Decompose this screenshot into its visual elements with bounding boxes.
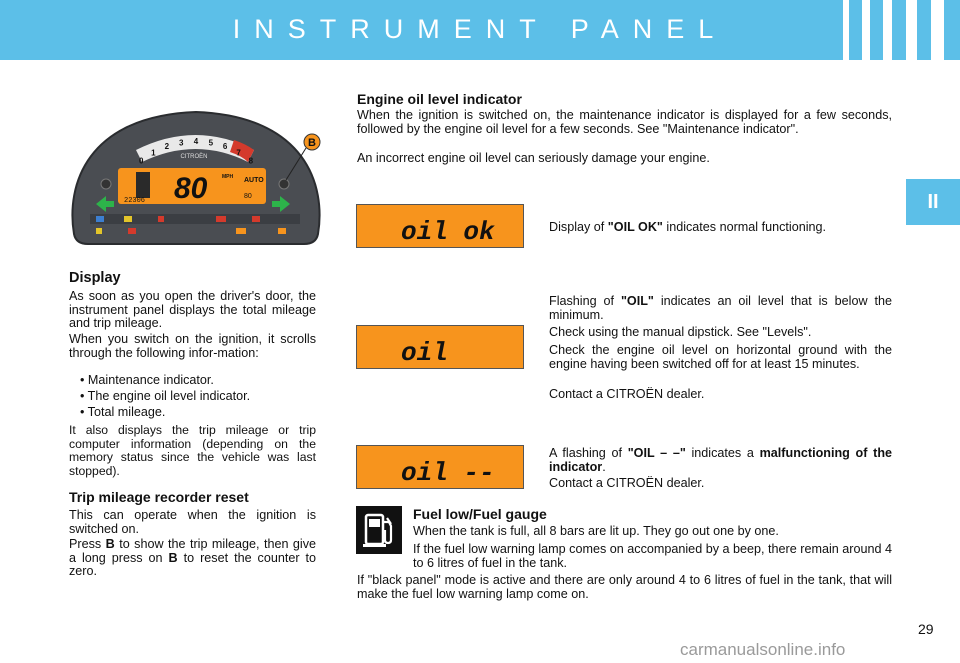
display-heading: Display xyxy=(69,270,121,286)
fuel-paragraph-1: When the tank is full, all 8 bars are lit up. They go out one by one. xyxy=(413,524,779,538)
oil-ok-caption: Display of "OIL OK" indicates normal functioning. xyxy=(549,220,827,234)
oil-low-caption: Flashing of "OIL" indicates an oil level that is below the minimum. xyxy=(549,294,892,322)
oil-low-display xyxy=(356,325,524,369)
oil-paragraph-1: When the ignition is switched on, the maintenance indicator is displayed for a few seconds, followed by the engine oil level for a few seconds. See "Maintenance indicator". xyxy=(357,108,892,136)
tacho-number: 8 xyxy=(248,156,254,166)
warning-lamp-strip xyxy=(90,214,300,224)
fuel-heading: Fuel low/Fuel gauge xyxy=(413,506,547,522)
brand-label: CITROËN xyxy=(180,154,208,160)
tacho-number: 0 xyxy=(138,156,144,166)
right-knob-icon xyxy=(279,179,289,189)
tacho-number: 3 xyxy=(178,138,184,148)
instrument-panel-illustration xyxy=(66,106,326,246)
oil-malfunction-paragraph-2: Contact a CITROËN dealer. xyxy=(549,476,705,490)
oil-low-display-text: oil xyxy=(401,338,448,368)
callout-b-label: B xyxy=(308,137,316,149)
header-stripe xyxy=(931,0,944,60)
oil-paragraph-2: An incorrect engine oil level can seriously damage your engine. xyxy=(357,151,710,165)
tacho-number: 7 xyxy=(236,148,241,158)
tacho-number: 2 xyxy=(164,142,170,152)
header-stripe xyxy=(862,0,870,60)
display-paragraph-3: It also displays the trip mileage or trip computer information (depending on the memory status since the vehicle was last stopped). xyxy=(69,423,316,478)
trip-reset-heading: Trip mileage recorder reset xyxy=(69,489,249,505)
oil-malfunction-caption: A flashing of "OIL – –" indicates a malfunctioning of the indicator. xyxy=(549,446,893,474)
tacho-number: 4 xyxy=(193,137,199,146)
trip-reset-paragraph-2: Press B to show the trip mileage, then give a long press on B to reset the counter to zero. xyxy=(69,537,317,579)
oil-low-paragraph-3: Check the engine oil level on horizontal ground with the engine having been switched off for at least 15 minutes. xyxy=(549,343,892,371)
tacho-number: 1 xyxy=(151,148,156,158)
display-paragraph-2: When you switch on the ignition, it scrolls through the following infor-mation: xyxy=(69,332,316,360)
display-bullet: • Total mileage. xyxy=(80,405,166,419)
display-bullet: • Maintenance indicator. xyxy=(80,373,214,387)
odometer-readout: 22306 xyxy=(124,197,146,205)
header-stripe xyxy=(906,0,917,60)
trip-reset-paragraph-1: This can operate when the ignition is switched on. xyxy=(69,508,316,536)
fuel-paragraph-3: If "black panel" mode is active and there are only around 4 to 6 litres of fuel in the tank, that will make the fuel low warning lamp come on. xyxy=(357,573,892,601)
fuel-paragraph-2: If the fuel low warning lamp comes on accompanied by a beep, there remain around 4 to 6 litres of fuel in the tank. xyxy=(413,542,892,570)
fuel-gauge-bars xyxy=(136,172,150,198)
section-tab[interactable]: II xyxy=(906,179,960,225)
speed-readout: 80 xyxy=(174,172,208,205)
watermark: carmanualsonline.info xyxy=(680,640,846,659)
header-stripe xyxy=(883,0,892,60)
oil-low-paragraph-4: Contact a CITROËN dealer. xyxy=(549,387,705,401)
fuel-pump-icon xyxy=(356,506,402,554)
oil-ok-display-text: oil ok xyxy=(401,217,495,247)
tacho-number: 6 xyxy=(222,142,228,152)
display-paragraph-1: As soon as you open the driver's door, the instrument panel displays the total mileage and trip mileage. xyxy=(69,289,316,331)
mode-label: AUTO xyxy=(244,177,264,184)
speed-unit: MPH xyxy=(222,174,234,180)
oil-heading: Engine oil level indicator xyxy=(357,91,522,107)
page-title: INSTRUMENT PANEL xyxy=(232,14,728,44)
tacho-number: 5 xyxy=(208,138,214,148)
page-header xyxy=(0,0,960,60)
oil-ok-display xyxy=(356,204,524,248)
left-knob-icon xyxy=(101,179,111,189)
display-bullet: • The engine oil level indicator. xyxy=(80,389,251,403)
small-speed: 80 xyxy=(244,193,252,200)
page-number: 29 xyxy=(918,621,934,637)
oil-malfunction-display xyxy=(356,445,524,489)
oil-low-paragraph-2: Check using the manual dipstick. See "Levels". xyxy=(549,325,812,339)
header-stripe xyxy=(843,0,849,60)
oil-malfunction-display-text: oil -- xyxy=(401,458,495,488)
